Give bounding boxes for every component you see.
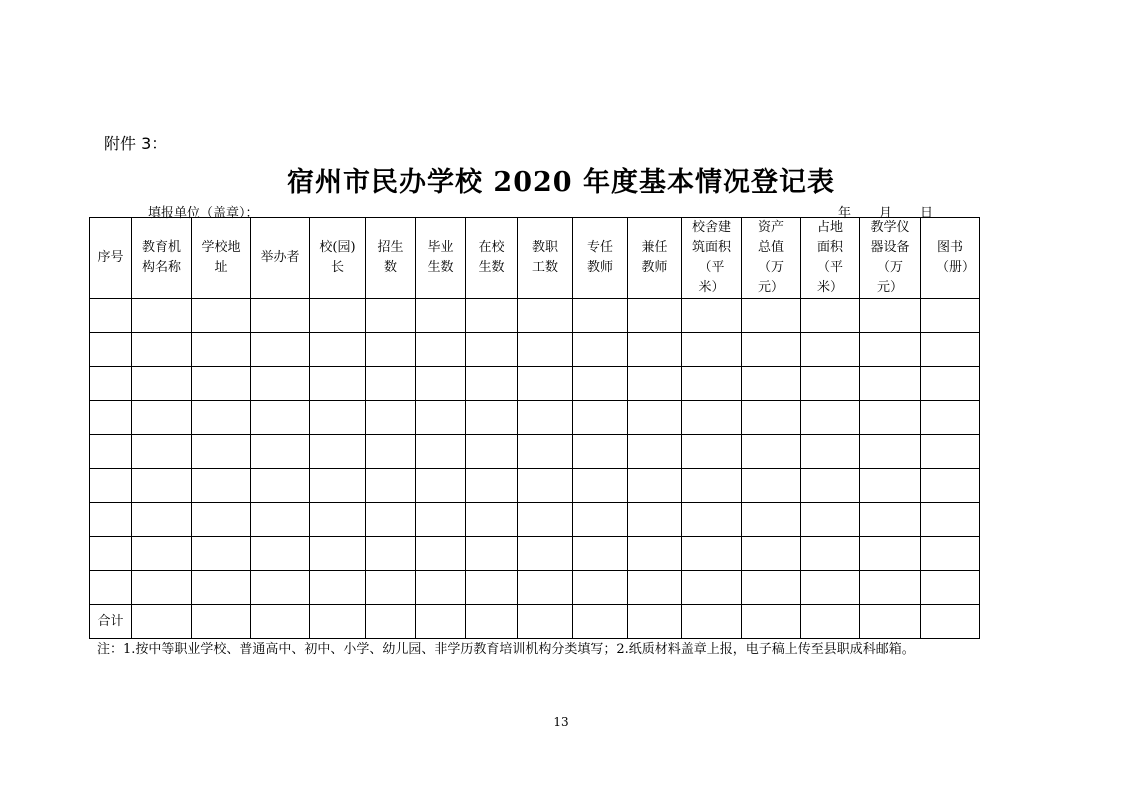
table-cell[interactable] [366, 401, 416, 435]
table-cell[interactable] [132, 503, 192, 537]
header-cell: 校舍建筑面积（平米） [682, 218, 742, 299]
table-row [90, 299, 980, 333]
table-cell[interactable] [801, 435, 860, 469]
table-cell[interactable] [682, 299, 742, 333]
page-title: 宿州市民办学校 2020 年度基本情况登记表 [287, 167, 835, 198]
header-cell: 教育机构名称 [132, 218, 192, 299]
table-row [90, 367, 980, 401]
table-cell[interactable] [416, 503, 466, 537]
table-cell[interactable] [251, 537, 310, 571]
table-cell[interactable] [801, 333, 860, 367]
table-cell[interactable] [573, 537, 628, 571]
header-cell: 教学仪器设备（万元） [860, 218, 921, 299]
table-cell[interactable] [192, 503, 251, 537]
table-cell[interactable] [466, 435, 518, 469]
table-cell[interactable] [132, 469, 192, 503]
table-cell[interactable] [192, 367, 251, 401]
table-cell[interactable] [90, 469, 132, 503]
table-cell[interactable] [921, 469, 980, 503]
table-cell[interactable] [192, 435, 251, 469]
table-cell[interactable] [682, 435, 742, 469]
table-cell[interactable] [366, 469, 416, 503]
header-cell: 序号 [90, 218, 132, 299]
table-cell[interactable] [742, 537, 801, 571]
table-row [90, 469, 980, 503]
table-cell[interactable] [921, 503, 980, 537]
table-cell[interactable] [628, 537, 682, 571]
table-cell[interactable] [310, 435, 366, 469]
table-cell[interactable] [628, 435, 682, 469]
table-cell[interactable] [682, 367, 742, 401]
table-cell[interactable] [366, 503, 416, 537]
table-cell[interactable] [251, 333, 310, 367]
table-cell[interactable] [466, 299, 518, 333]
table-cell[interactable] [682, 333, 742, 367]
table-cell[interactable] [921, 299, 980, 333]
table-cell[interactable] [251, 435, 310, 469]
table-cell[interactable] [921, 333, 980, 367]
table-cell[interactable] [192, 571, 251, 605]
table-cell[interactable] [742, 299, 801, 333]
table-cell[interactable] [416, 469, 466, 503]
table-cell[interactable] [466, 401, 518, 435]
table-cell[interactable] [860, 401, 921, 435]
table-cell[interactable] [251, 605, 310, 639]
table-cell[interactable] [416, 571, 466, 605]
page-number: 13 [553, 715, 569, 729]
table-cell[interactable] [628, 605, 682, 639]
header-cell: 占地面积（平米） [801, 218, 860, 299]
table-cell[interactable] [192, 537, 251, 571]
date-year-label: 年 [838, 206, 852, 221]
table-cell[interactable] [860, 503, 921, 537]
table-cell[interactable] [466, 537, 518, 571]
date-month-label: 月 [879, 206, 893, 221]
table-cell[interactable] [416, 299, 466, 333]
table-cell[interactable] [801, 605, 860, 639]
table-cell[interactable] [90, 367, 132, 401]
table-cell[interactable] [310, 571, 366, 605]
header-row [90, 218, 980, 299]
table-cell[interactable] [366, 367, 416, 401]
table-cell[interactable] [682, 605, 742, 639]
table-cell[interactable] [628, 469, 682, 503]
table-cell[interactable] [310, 503, 366, 537]
header-cell: 教职工数 [518, 218, 573, 299]
table-cell[interactable] [90, 537, 132, 571]
table-cell[interactable] [801, 571, 860, 605]
table-cell[interactable] [742, 435, 801, 469]
table-cell[interactable] [310, 537, 366, 571]
table-cell[interactable] [573, 367, 628, 401]
table-cell[interactable] [801, 299, 860, 333]
table-cell[interactable] [416, 537, 466, 571]
table-cell[interactable] [573, 299, 628, 333]
header-cell: 招生数 [366, 218, 416, 299]
table-cell[interactable] [90, 571, 132, 605]
registration-table [89, 217, 980, 639]
table-cell[interactable] [251, 503, 310, 537]
table-cell[interactable] [90, 333, 132, 367]
table-cell[interactable] [90, 299, 132, 333]
table-cell[interactable] [860, 537, 921, 571]
table-cell[interactable] [801, 503, 860, 537]
table-cell[interactable] [192, 333, 251, 367]
table-cell[interactable] [310, 401, 366, 435]
table-cell[interactable] [742, 503, 801, 537]
total-label: 合计 [90, 605, 132, 639]
table-cell[interactable] [366, 435, 416, 469]
table-cell[interactable] [416, 401, 466, 435]
table-cell[interactable] [518, 605, 573, 639]
table-cell[interactable] [573, 503, 628, 537]
table-cell[interactable] [921, 401, 980, 435]
table-cell[interactable] [518, 333, 573, 367]
table-cell[interactable] [90, 435, 132, 469]
table-cell[interactable] [628, 401, 682, 435]
table-cell[interactable] [132, 571, 192, 605]
table-cell[interactable] [742, 571, 801, 605]
table-cell[interactable] [366, 605, 416, 639]
header-cell: 图书（册） [921, 218, 980, 299]
total-row [90, 605, 980, 639]
table-cell[interactable] [573, 401, 628, 435]
table-cell[interactable] [310, 299, 366, 333]
table-cell[interactable] [132, 333, 192, 367]
table-cell[interactable] [251, 469, 310, 503]
table-cell[interactable] [682, 401, 742, 435]
header-cell: 毕业生数 [416, 218, 466, 299]
date-day-label: 日 [920, 206, 934, 221]
table-cell[interactable] [132, 605, 192, 639]
table-cell[interactable] [628, 333, 682, 367]
table-cell[interactable] [192, 299, 251, 333]
table-cell[interactable] [921, 435, 980, 469]
table-cell[interactable] [192, 469, 251, 503]
attachment-label: 附件 3： [104, 134, 168, 153]
table-cell[interactable] [860, 333, 921, 367]
table-cell[interactable] [742, 469, 801, 503]
table-cell[interactable] [518, 435, 573, 469]
table-cell[interactable] [518, 503, 573, 537]
table-cell[interactable] [518, 367, 573, 401]
table-cell[interactable] [921, 537, 980, 571]
table-cell[interactable] [132, 537, 192, 571]
table-cell[interactable] [742, 367, 801, 401]
table-cell[interactable] [416, 333, 466, 367]
table-cell[interactable] [366, 299, 416, 333]
header-cell: 举办者 [251, 218, 310, 299]
table-cell[interactable] [132, 401, 192, 435]
table-cell[interactable] [251, 401, 310, 435]
table-cell[interactable] [801, 469, 860, 503]
table-cell[interactable] [518, 401, 573, 435]
table-cell[interactable] [132, 367, 192, 401]
table-cell[interactable] [192, 401, 251, 435]
table-cell[interactable] [628, 571, 682, 605]
table-row [90, 503, 980, 537]
table-cell[interactable] [860, 367, 921, 401]
table-cell[interactable] [366, 571, 416, 605]
table-cell[interactable] [860, 469, 921, 503]
table-cell[interactable] [366, 537, 416, 571]
table-cell[interactable] [251, 367, 310, 401]
table-cell[interactable] [518, 571, 573, 605]
table-cell[interactable] [628, 503, 682, 537]
footnote: 注：1.按中等职业学校、普通高中、初中、小学、幼儿园、非学历教育培训机构分类填写；2.纸质材料盖章上报，电子稿上传至县职成科邮箱。 [97, 642, 915, 657]
table-row [90, 537, 980, 571]
table-row [90, 333, 980, 367]
table-cell[interactable] [416, 435, 466, 469]
table-cell[interactable] [921, 571, 980, 605]
table-cell[interactable] [466, 571, 518, 605]
table-cell[interactable] [573, 571, 628, 605]
table-cell[interactable] [132, 299, 192, 333]
table-cell[interactable] [860, 435, 921, 469]
table-cell[interactable] [682, 571, 742, 605]
table-cell[interactable] [742, 401, 801, 435]
table-cell[interactable] [466, 503, 518, 537]
table-cell[interactable] [90, 503, 132, 537]
table-cell[interactable] [416, 605, 466, 639]
table-cell[interactable] [573, 435, 628, 469]
table-cell[interactable] [466, 605, 518, 639]
table-cell[interactable] [682, 537, 742, 571]
table-row [90, 571, 980, 605]
table-cell[interactable] [682, 503, 742, 537]
table-cell[interactable] [366, 333, 416, 367]
table-cell[interactable] [310, 367, 366, 401]
table-cell[interactable] [251, 571, 310, 605]
table-cell[interactable] [801, 367, 860, 401]
table-cell[interactable] [310, 469, 366, 503]
table-cell[interactable] [860, 571, 921, 605]
table-cell[interactable] [573, 469, 628, 503]
table-cell[interactable] [192, 605, 251, 639]
table-cell[interactable] [682, 469, 742, 503]
header-cell: 资产总值（万元） [742, 218, 801, 299]
table-cell[interactable] [801, 401, 860, 435]
table-cell[interactable] [466, 469, 518, 503]
table-cell[interactable] [801, 537, 860, 571]
table-cell[interactable] [518, 469, 573, 503]
fill-unit-label: 填报单位（盖章）： [148, 206, 259, 221]
table-cell[interactable] [310, 333, 366, 367]
table-cell[interactable] [466, 367, 518, 401]
header-cell: 在校生数 [466, 218, 518, 299]
table-cell[interactable] [921, 367, 980, 401]
table-cell[interactable] [628, 367, 682, 401]
table-cell[interactable] [466, 333, 518, 367]
table-cell[interactable] [416, 367, 466, 401]
table-cell[interactable] [860, 299, 921, 333]
header-cell: 校(园)长 [310, 218, 366, 299]
table-cell[interactable] [310, 605, 366, 639]
table-row [90, 401, 980, 435]
table-cell[interactable] [132, 435, 192, 469]
table-cell[interactable] [742, 605, 801, 639]
table-cell[interactable] [251, 299, 310, 333]
header-cell: 学校地址 [192, 218, 251, 299]
header-cell: 专任教师 [573, 218, 628, 299]
table-cell[interactable] [573, 333, 628, 367]
header-cell: 兼任教师 [628, 218, 682, 299]
table-cell[interactable] [742, 333, 801, 367]
table-cell[interactable] [518, 537, 573, 571]
table-cell[interactable] [90, 401, 132, 435]
table-cell[interactable] [628, 299, 682, 333]
table-row [90, 435, 980, 469]
table-cell[interactable] [518, 299, 573, 333]
table-cell[interactable] [860, 605, 921, 639]
table-cell[interactable] [921, 605, 980, 639]
table-cell[interactable] [573, 605, 628, 639]
